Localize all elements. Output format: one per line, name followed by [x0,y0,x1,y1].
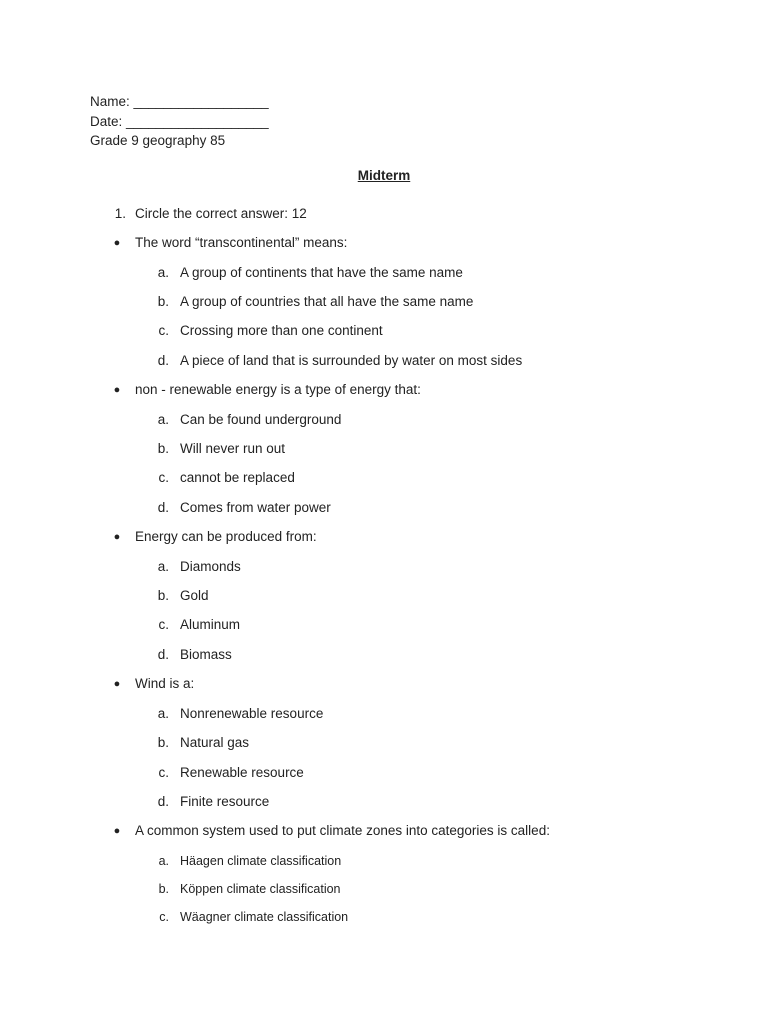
option-letter: c. [158,617,169,632]
option-text: Biomass [180,647,232,662]
bullet-icon: ● [113,825,121,837]
bullet-icon: ● [113,384,121,396]
option-text: Gold [180,588,209,603]
option-letter: b. [158,882,169,896]
option-letter: b. [157,441,169,456]
option-text: Finite resource [180,794,270,809]
question-text: Energy can be produced from: [135,529,317,544]
option-letter: a. [157,706,169,721]
option-text: Renewable resource [180,765,304,780]
option-letter: c. [158,470,169,485]
class-line: Grade 9 geography 85 [90,133,226,148]
option-text: Wäagner climate classification [180,910,349,924]
option-letter: c. [159,910,169,924]
option-text: cannot be replaced [180,470,295,485]
question-text: non - renewable energy is a type of energy that: [135,382,421,397]
question-text: Wind is a: [135,676,195,691]
option-letter: b. [157,588,169,603]
date-line: Date: ___________________ [90,113,269,129]
option-text: A group of countries that all have the same name [180,294,474,309]
option-text: Köppen climate classification [180,882,341,896]
bullet-icon: ● [113,237,121,249]
option-letter: b. [157,294,169,309]
question-text: A common system used to put climate zones into categories is called: [135,823,550,838]
name-line: Name: __________________ [90,94,269,109]
question-text: The word “transcontinental” means: [135,235,348,250]
option-text: Diamonds [180,559,241,574]
option-letter: d. [157,353,169,368]
option-letter: d. [157,647,169,662]
option-letter: a. [157,412,169,427]
option-letter: c. [158,765,169,780]
option-letter: c. [158,323,169,338]
option-letter: a. [157,265,169,280]
option-text: Aluminum [180,617,241,632]
bullet-icon: ● [113,678,121,690]
option-text: Nonrenewable resource [180,706,324,721]
instruction-number: 1. [114,206,126,221]
page-title: Midterm [357,168,411,183]
option-letter: b. [157,735,169,750]
option-letter: a. [158,854,169,868]
instruction-text: Circle the correct answer: 12 [135,206,307,221]
option-text: Crossing more than one continent [180,323,383,338]
option-text: Will never run out [180,441,286,456]
option-letter: a. [157,559,169,574]
option-text: Can be found underground [180,412,342,427]
option-text: Comes from water power [180,500,331,515]
bullet-icon: ● [113,531,121,543]
option-text: Natural gas [180,735,250,750]
student-header [90,92,269,151]
option-text: A group of continents that have the same name [180,265,463,280]
option-text: Häagen climate classification [180,854,342,868]
option-text: A piece of land that is surrounded by water on most sides [180,353,523,368]
option-letter: d. [157,500,169,515]
option-letter: d. [157,794,169,809]
